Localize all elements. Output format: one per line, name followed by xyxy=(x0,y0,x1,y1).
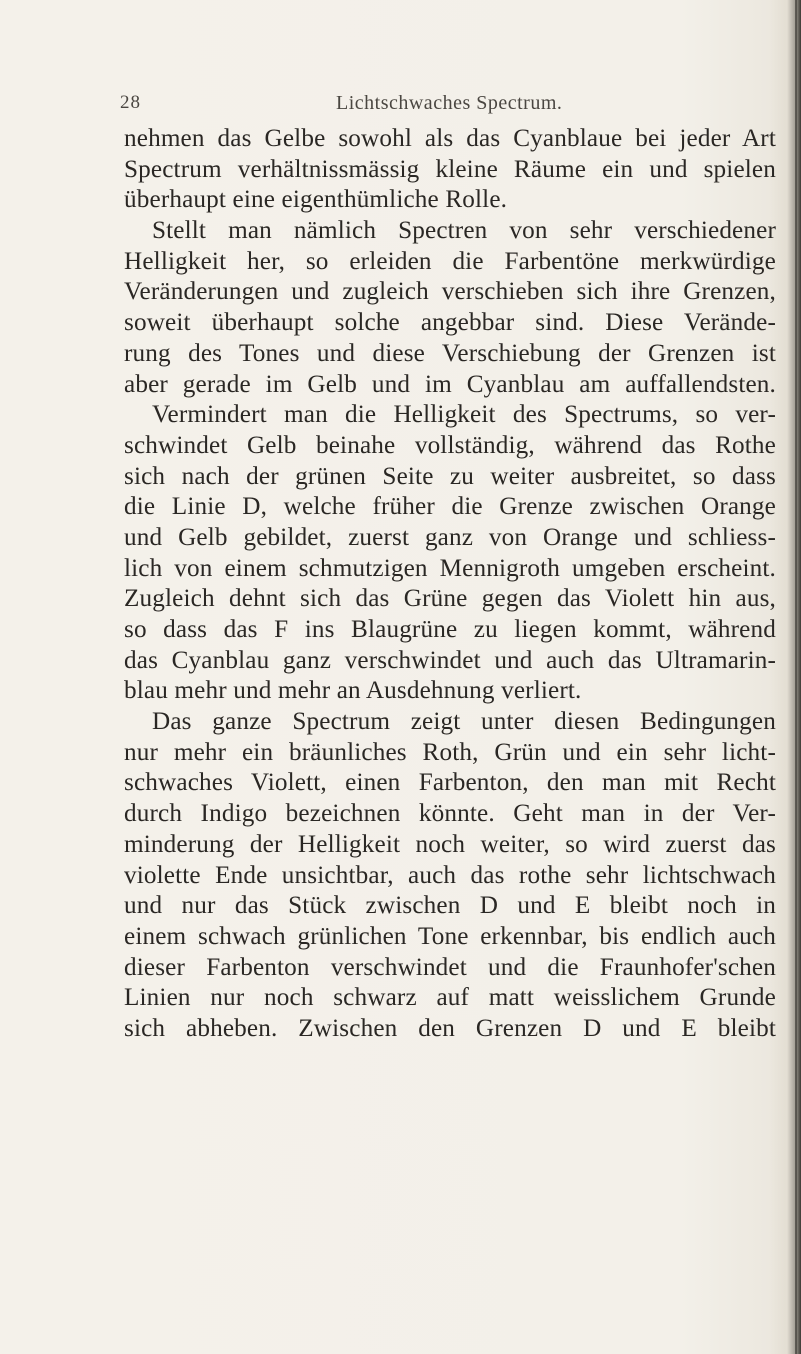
body-text xyxy=(124,124,776,1045)
text-line: und Gelb gebildet, zuerst ganz von Orange und schliess- xyxy=(124,523,776,551)
text-line: Spectrum verhältnissmässig kleine Räume ein und spielen xyxy=(124,155,776,183)
text-line: schwaches Violett, einen Farbenton, den man mit Recht xyxy=(124,769,776,797)
text-line: sich nach der grünen Seite zu weiter ausbreitet, so dass xyxy=(124,462,776,490)
text-line: sich abheben. Zwischen den Grenzen D und E bleibt xyxy=(124,1014,776,1042)
text-line: dieser Farbenton verschwindet und die Fraunhofer'schen xyxy=(124,953,776,981)
page-number: 28 xyxy=(120,92,141,113)
text-line: rung des Tones und diese Verschiebung der Grenzen ist xyxy=(124,339,776,367)
text-line: Linien nur noch schwarz auf matt weisslichem Grunde xyxy=(124,984,776,1012)
page-edge-shadow xyxy=(787,0,801,1354)
text-line: schwindet Gelb beinahe vollständig, während das Rothe xyxy=(124,431,776,459)
text-line: violette Ende unsichtbar, auch das rothe sehr lichtschwach xyxy=(124,861,776,889)
text-line: Helligkeit her, so erleiden die Farbentöne merkwürdige xyxy=(124,247,776,275)
page-edge-line xyxy=(795,0,797,1354)
text-line: durch Indigo bezeichnen könnte. Geht man in der Ver- xyxy=(124,800,776,828)
text-line: aber gerade im Gelb und im Cyanblau am auffallendsten. xyxy=(124,370,776,398)
text-line: nehmen das Gelbe sowohl als das Cyanblaue bei jeder Art xyxy=(124,125,776,152)
running-title: Lichtschwaches Spectrum. xyxy=(336,92,563,114)
text-line: Vermindert man die Helligkeit des Spectrums, so ver- xyxy=(152,401,776,429)
page-header xyxy=(120,92,760,126)
text-line: Das ganze Spectrum zeigt unter diesen Bedingungen xyxy=(152,708,776,736)
text-line: blau mehr und mehr an Ausdehnung verliert. xyxy=(124,677,582,705)
text-line: überhaupt eine eigenthümliche Rolle. xyxy=(124,186,508,214)
text-line: soweit überhaupt solche angebbar sind. Diese Verände- xyxy=(124,309,776,337)
text-line: Veränderungen und zugleich verschieben sich ihre Grenzen, xyxy=(124,278,776,306)
text-line: Zugleich dehnt sich das Grüne gegen das Violett hin aus, xyxy=(124,585,776,613)
text-line: lich von einem schmutzigen Mennigroth umgeben erscheint. xyxy=(124,554,776,582)
text-line: Stellt man nämlich Spectren von sehr verschiedener xyxy=(152,217,776,245)
text-line: einem schwach grünlichen Tone erkennbar, bis endlich auch xyxy=(124,922,776,950)
text-line: die Linie D, welche früher die Grenze zwischen Orange xyxy=(124,493,776,521)
text-line: so dass das F ins Blaugrüne zu liegen kommt, während xyxy=(124,616,776,643)
text-line: und nur das Stück zwischen D und E bleibt noch in xyxy=(124,892,776,920)
text-line: minderung der Helligkeit noch weiter, so wird zuerst das xyxy=(124,830,776,858)
text-line: das Cyanblau ganz verschwindet und auch das Ultramarin- xyxy=(124,646,776,674)
text-line: nur mehr ein bräunliches Roth, Grün und ein sehr licht- xyxy=(124,738,776,766)
